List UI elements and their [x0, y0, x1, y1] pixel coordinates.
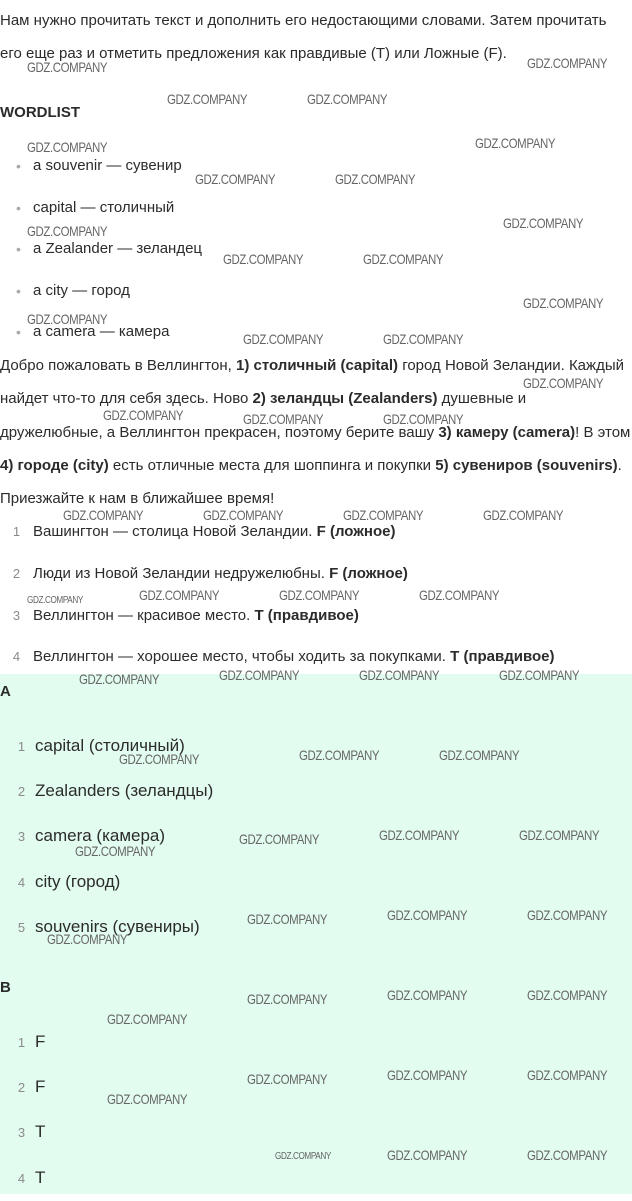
answer-2: 2) зеландцы (Zealanders)	[252, 390, 438, 408]
watermark: GDZ.COMPANY	[387, 1067, 468, 1083]
answer-5: 5) сувениров (souvenirs)	[435, 456, 618, 474]
watermark: GDZ.COMPANY	[239, 831, 320, 847]
statement-text: Люди из Новой Зеландии недружелюбны.	[33, 564, 330, 582]
answer-number: 2	[17, 784, 26, 800]
answer-1: 1) столичный (capital)	[236, 357, 399, 374]
statement-answer: F (ложное)	[329, 564, 408, 582]
wordlist-item: • a Zealander — зеландец	[16, 231, 202, 273]
answer-number: 5	[17, 919, 26, 935]
watermark: GDZ.COMPANY	[223, 251, 304, 267]
watermark: GDZ.COMPANY	[387, 987, 468, 1003]
statement-text: Веллингтон — красивое место.	[33, 606, 255, 624]
answer-item	[8, 860, 213, 905]
statement-number: 4	[12, 649, 21, 665]
watermark: GDZ.COMPANY	[503, 215, 584, 231]
answer-number: 1	[17, 739, 26, 754]
statement-item	[0, 598, 555, 640]
watermark: GDZ.COMPANY	[387, 907, 468, 923]
watermark: GDZ.COMPANY	[307, 91, 388, 107]
watermark: GDZ.COMPANY	[475, 135, 556, 151]
watermark: GDZ.COMPANY	[27, 595, 83, 606]
answer-number: 4	[17, 1170, 26, 1186]
watermark: GDZ.COMPANY	[523, 295, 604, 311]
answer-number: 2	[17, 1080, 26, 1096]
answer-4: 4) городе (city)	[0, 456, 109, 474]
watermark: GDZ.COMPANY	[27, 59, 108, 75]
story-text	[0, 349, 632, 515]
watermark: GDZ.COMPANY	[527, 987, 608, 1003]
watermark: GDZ.COMPANY	[247, 911, 328, 927]
watermark: GDZ.COMPANY	[279, 587, 360, 603]
watermark: GDZ.COMPANY	[27, 139, 108, 155]
watermark: GDZ.COMPANY	[119, 751, 200, 767]
statement-answer: T (правдивое)	[254, 606, 359, 624]
wordlist-item: • a camera — камера	[16, 314, 202, 356]
answer-number: 4	[17, 874, 26, 890]
watermark: GDZ.COMPANY	[243, 331, 324, 347]
watermark: GDZ.COMPANY	[527, 55, 608, 71]
story-part: душевные и дружелюбные, а Веллингтон прекрасен, поэтому берите вашу	[0, 390, 527, 441]
statement-number: 1	[12, 524, 21, 539]
watermark: GDZ.COMPANY	[247, 1071, 328, 1087]
watermark: GDZ.COMPANY	[343, 507, 424, 523]
answer-item	[8, 769, 213, 814]
watermark: GDZ.COMPANY	[275, 1151, 331, 1162]
watermark: GDZ.COMPANY	[103, 407, 184, 423]
watermark: GDZ.COMPANY	[27, 311, 108, 327]
watermark: GDZ.COMPANY	[359, 667, 440, 683]
story-part: есть отличные места для шоппинга и покупки	[108, 456, 436, 474]
wordlist-item: • a city — город	[16, 273, 202, 315]
answer-item	[8, 1020, 45, 1065]
answer-item	[8, 1065, 45, 1110]
watermark: GDZ.COMPANY	[335, 171, 416, 187]
watermark: GDZ.COMPANY	[483, 507, 564, 523]
section-a-label: A	[0, 683, 11, 700]
answer-number: 3	[17, 829, 26, 845]
watermark: GDZ.COMPANY	[363, 251, 444, 267]
statement-answer: T (правдивое)	[450, 648, 555, 666]
wordlist-item: • a souvenir — сувенир	[16, 148, 202, 190]
watermark: GDZ.COMPANY	[527, 1067, 608, 1083]
watermark: GDZ.COMPANY	[107, 1091, 188, 1107]
story-part: Добро пожаловать в Веллингтон,	[0, 357, 237, 374]
watermark: GDZ.COMPANY	[139, 587, 220, 603]
story-part: город Новой Зеландии. Каждый найдет что-то для себя здесь. Ново	[0, 357, 624, 408]
answer-text: souvenirs (сувениры)	[35, 916, 200, 936]
answer-3: 3) камеру (camera)	[438, 423, 576, 441]
answer-text: capital (столичный)	[35, 736, 185, 755]
statement-answer: F (ложное)	[316, 523, 396, 540]
answer-text: F	[35, 1077, 46, 1097]
story-part: ! В этом	[575, 423, 631, 441]
answer-number: 3	[17, 1125, 26, 1141]
watermark: GDZ.COMPANY	[63, 507, 144, 523]
answer-text: T	[35, 1122, 46, 1142]
watermark: GDZ.COMPANY	[243, 411, 324, 427]
watermark: GDZ.COMPANY	[299, 747, 380, 763]
watermark: GDZ.COMPANY	[167, 91, 248, 107]
watermark: GDZ.COMPANY	[79, 671, 160, 687]
watermark: GDZ.COMPANY	[439, 747, 520, 763]
watermark: GDZ.COMPANY	[247, 991, 328, 1007]
watermark: GDZ.COMPANY	[527, 1147, 608, 1163]
watermark: GDZ.COMPANY	[419, 587, 500, 603]
answer-text: camera (камера)	[35, 826, 166, 846]
statement-number: 2	[12, 565, 21, 581]
watermark: GDZ.COMPANY	[75, 843, 156, 859]
watermark: GDZ.COMPANY	[383, 331, 464, 347]
answer-item	[8, 1110, 45, 1155]
section-b-label: B	[0, 979, 11, 996]
watermark: GDZ.COMPANY	[47, 931, 128, 947]
watermark: GDZ.COMPANY	[379, 827, 460, 843]
section-b-list	[8, 1020, 45, 1201]
watermark: GDZ.COMPANY	[499, 667, 580, 683]
answer-text: Zealanders (зеландцы)	[35, 781, 214, 801]
statement-number: 3	[12, 607, 21, 623]
watermark: GDZ.COMPANY	[107, 1011, 188, 1027]
watermark: GDZ.COMPANY	[387, 1147, 468, 1163]
watermark: GDZ.COMPANY	[195, 171, 276, 187]
watermark: GDZ.COMPANY	[383, 411, 464, 427]
watermark: GDZ.COMPANY	[523, 375, 604, 391]
answer-number: 1	[17, 1035, 26, 1050]
statement-text: Веллингтон — хорошее место, чтобы ходить за покупками.	[33, 648, 451, 666]
watermark: GDZ.COMPANY	[203, 507, 284, 523]
answer-text: T	[35, 1167, 46, 1187]
wordlist-item: • capital — столичный	[16, 190, 202, 232]
statement-text: Вашингтон — столица Новой Зеландии.	[33, 523, 317, 540]
intro-text: Нам нужно прочитать текст и дополнить его недостающими словами. Затем прочитать его еще раз и отметить предложения как правдивые (T) или Ложные (F).	[0, 12, 607, 62]
answer-text: city (город)	[35, 871, 121, 891]
wordlist-title: WORDLIST	[0, 104, 80, 121]
answer-text: F	[35, 1032, 46, 1051]
watermark: GDZ.COMPANY	[527, 907, 608, 923]
watermark: GDZ.COMPANY	[27, 223, 108, 239]
watermark: GDZ.COMPANY	[519, 827, 600, 843]
story-part: . Приезжайте к нам в ближайшее время!	[0, 456, 622, 508]
watermark: GDZ.COMPANY	[219, 667, 300, 683]
